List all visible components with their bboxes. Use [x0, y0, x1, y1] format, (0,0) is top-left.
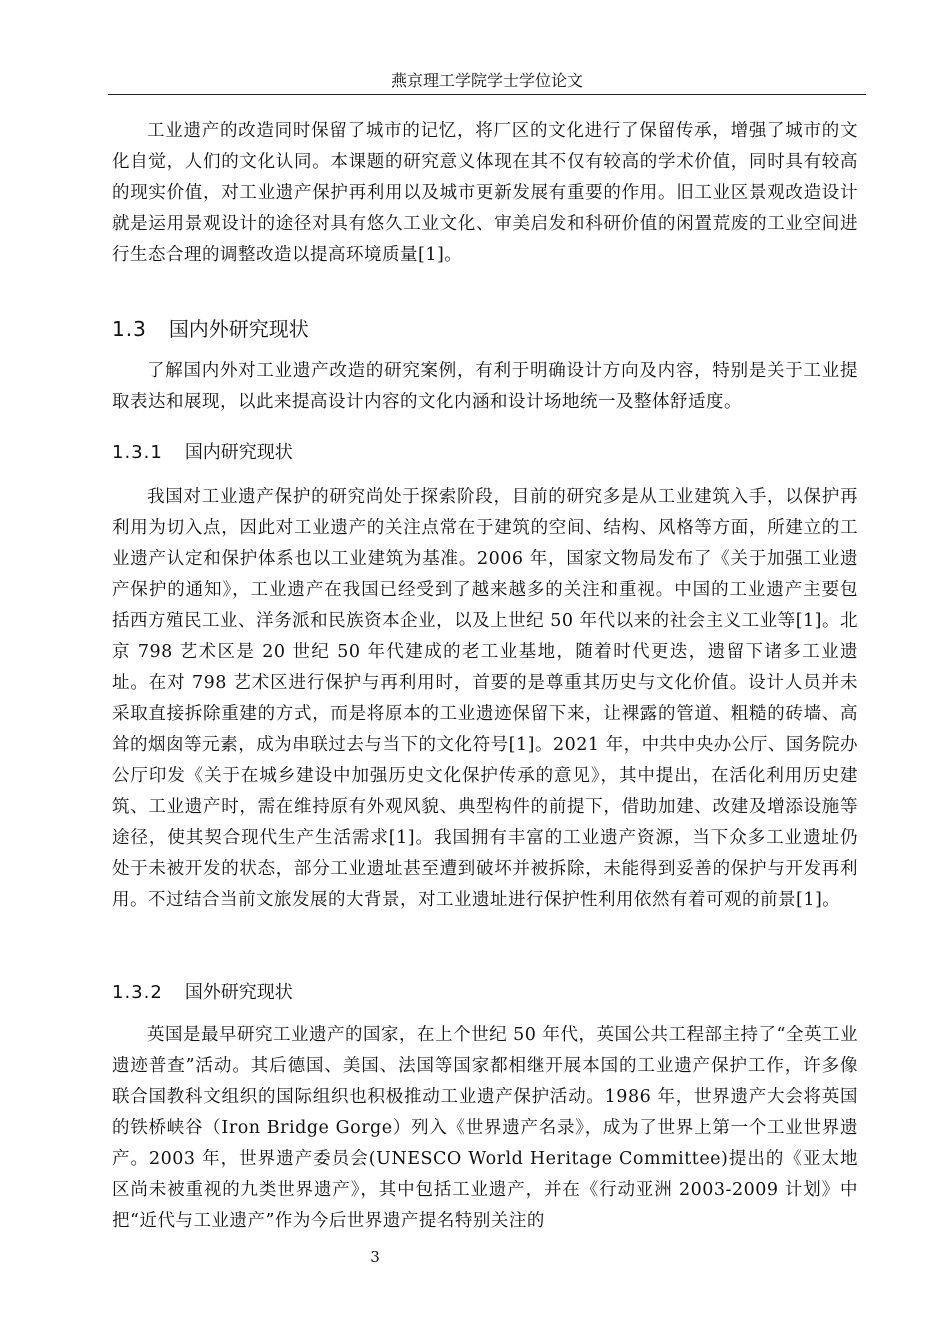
section-heading-1-3 — [112, 316, 309, 342]
section-heading-1-3-1 — [112, 441, 293, 465]
paragraph-foreign — [112, 1020, 858, 1237]
section-number: 1.3.1 — [112, 442, 163, 463]
paragraph-text: 我国对工业遗产保护的研究尚处于探索阶段，目前的研究多是从工业建筑入手，以保护再利用为切入点，因此对工业遗产的关注点常在于建筑的空间、结构、风格等方面，所建立的工业遗产认定和保护体系也以工业建筑为基准。2006 年，国家文物局发布了《关于加强工业遗产保护的通知》，工业遗产在我国已经受到了越来越多的关注和重视。中国的工业遗产主要包括西方殖民工业、洋务派和民族资本企业，以及上世纪 50 年代以来的社会主义工业等[1]。北京 798 艺术区是 20 世纪 50 年代建成的老工业基地，随着时代更迭，遗留下诸多工业遗址。在对 798 艺术区进行保护与再利用时，首要的是尊重其历史与文化价值。设计人员并未采取直接拆除重建的方式，而是将原本的工业遗迹保留下来，让裸露的管道、粗糙的砖墙、高耸的烟囱等元素，成为串联过去与当下的文化符号[1]。2021 年，中共中央办公厅、国务院办公厅印发《关于在城乡建设中加强历史文化保护传承的意见》，其中提出，在活化利用历史建筑、工业遗产时，需在维持原有外观风貌、典型构件的前提下，借助加建、改建及增添设施等途径，使其契合现代生产生活需求[1]。我国拥有丰富的工业遗产资源，当下众多工业遗址仍处于未被开发的状态，部分工业遗址甚至遭到破坏并被拆除，未能得到妥善的保护与开发再利用。不过结合当前文旅发展的大背景，对工业遗址进行保护性利用依然有着可观的前景[1]。 — [112, 487, 858, 910]
page-number: 3 — [370, 1248, 380, 1266]
paragraph-text: 了解国内外对工业遗产改造的研究案例，有利于明确设计方向及内容，特别是关于工业提取表达和展现，以此来提高设计内容的文化内涵和设计场地统一及整体舒适度。 — [112, 361, 858, 412]
running-header: 燕京理工学院学士学位论文 — [390, 71, 583, 90]
paragraph-text: 工业遗产的改造同时保留了城市的记忆，将厂区的文化进行了保留传承，增强了城市的文化自觉，人们的文化认同。本课题的研究意义体现在其不仅有较高的学术价值，同时具有较高的现实价值，对工业遗产保护再利用以及城市更新发展有重要的作用。旧工业区景观改造设计就是运用景观设计的途径对具有悠久工业文化、审美启发和科研价值的闲置荒废的工业空间进行生态合理的调整改造以提高环境质量[1]。 — [112, 121, 858, 265]
section-title: 国内外研究现状 — [168, 317, 309, 341]
section-heading-1-3-2 — [112, 981, 293, 1005]
section-title: 国外研究现状 — [184, 982, 293, 1003]
section-number: 1.3 — [112, 317, 147, 341]
paragraph-significance — [112, 116, 858, 271]
paragraph-text: 英国是最早研究工业遗产的国家，在上个世纪 50 年代，英国公共工程部主持了“全英工业遗迹普查”活动。其后德国、美国、法国等国家都相继开展本国的工业遗产保护工作，许多像联合国教科文组织的国际组织也积极推动工业遗产保护活动。1986 年，世界遗产大会将英国的铁桥峡谷（Iron Bridge Gorge）列入《世界遗产名录》，成为了世界上第一个工业世界遗产。2003 年，世界遗产委员会(UNESCO World Heritage Committee)提出的《亚太地区尚未被重视的九类世界遗产》，其中包括工业遗产，并在《行动亚洲 2003-2009 计划》中把“近代与工业遗产”作为今后世界遗产提名特别关注的 — [112, 1025, 858, 1231]
paragraph-domestic — [112, 482, 858, 916]
paragraph-intro — [112, 356, 858, 418]
section-title: 国内研究现状 — [184, 442, 293, 463]
section-number: 1.3.2 — [112, 982, 163, 1003]
header-rule — [108, 94, 866, 95]
